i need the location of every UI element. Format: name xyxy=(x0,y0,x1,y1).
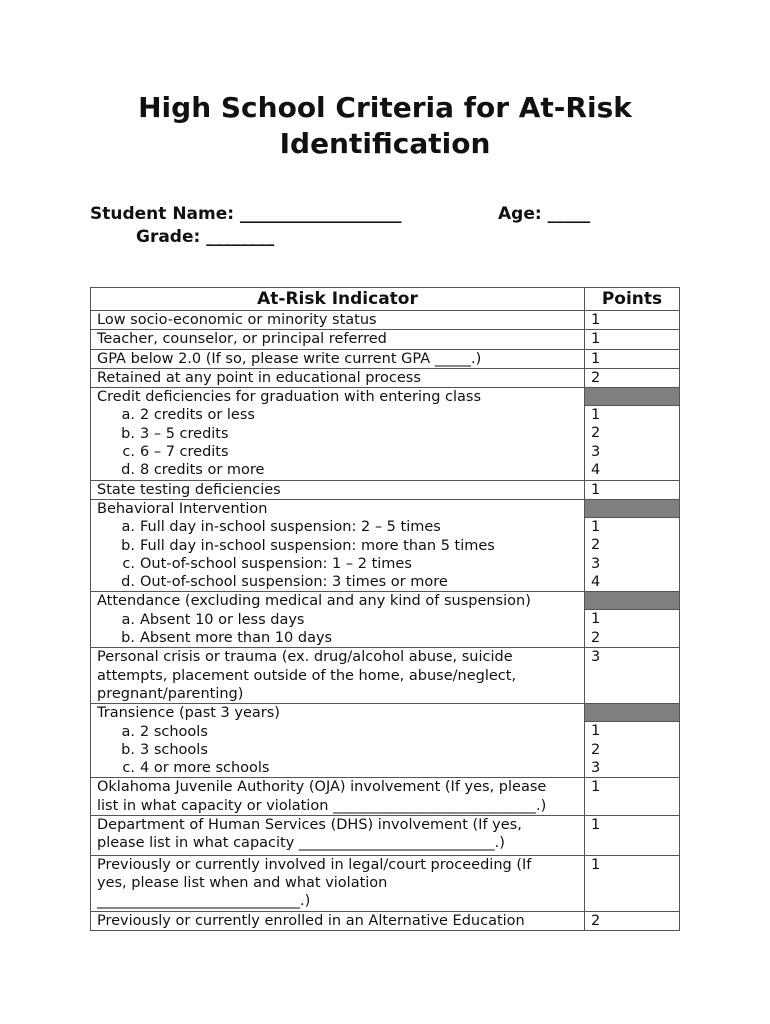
indicator-cell: Low socio-economic or minority status xyxy=(91,311,585,330)
indicator-cell: Teacher, counselor, or principal referred xyxy=(91,330,585,349)
grade-field[interactable]: Grade: ________ xyxy=(136,227,275,247)
table-row xyxy=(91,349,680,368)
indicator-cell: State testing deficiencies xyxy=(91,480,585,499)
list-item: b. Absent more than 10 days xyxy=(121,630,333,647)
table-row xyxy=(91,911,680,930)
list-item: d. 8 credits or more xyxy=(121,462,265,479)
at-risk-table xyxy=(90,287,680,931)
shaded-cell xyxy=(585,592,680,610)
indicator-cell: Previously or currently enrolled in an Alternative Education xyxy=(91,911,585,930)
indicator-cell: Personal crisis or trauma (ex. drug/alcohol abuse, suicide attempts, placement outside of the home, abuse/neglect, pregnant/parenting) xyxy=(91,648,585,704)
list-item: d. Out-of-school suspension: 3 times or more xyxy=(121,574,448,591)
list-item: b. Full day in-school suspension: more than 5 times xyxy=(121,537,495,554)
indicator-cell xyxy=(91,592,585,648)
table-row xyxy=(91,648,680,704)
list-item: b. 3 – 5 credits xyxy=(121,425,229,442)
indicator-cell: GPA below 2.0 (If so, please write current GPA _____.) xyxy=(91,349,585,368)
points-cell: 2 xyxy=(585,368,680,387)
list-item: c. Out-of-school suspension: 1 – 2 times xyxy=(122,555,412,572)
table-row xyxy=(91,388,680,406)
list-item: a. 2 credits or less xyxy=(121,407,255,424)
table-row xyxy=(91,816,680,856)
list-item: c. 4 or more schools xyxy=(122,760,270,777)
table-row xyxy=(91,704,680,722)
points-cell: 2 xyxy=(585,911,680,930)
table-row xyxy=(91,311,680,330)
shaded-cell xyxy=(585,499,680,517)
table-row xyxy=(91,480,680,499)
indicator-cell xyxy=(91,704,585,778)
list-item: a. 2 schools xyxy=(121,723,208,740)
table-row xyxy=(91,855,680,911)
points-cell: 1 xyxy=(585,311,680,330)
points-cell: 1 2 3 4 xyxy=(585,517,680,591)
indicator-cell: Retained at any point in educational process xyxy=(91,368,585,387)
table-row xyxy=(91,592,680,610)
indicator-heading: Behavioral Intervention xyxy=(97,500,268,517)
indicator-heading: Transience (past 3 years) xyxy=(97,705,280,722)
list-item: a. Full day in-school suspension: 2 – 5 times xyxy=(121,519,441,536)
points-cell: 1 2 3 4 xyxy=(585,406,680,480)
indicator-cell: Previously or currently involved in legal/court proceeding (If yes, please list when and what violation ____________________________.) xyxy=(91,855,585,911)
list-item: b. 3 schools xyxy=(121,741,208,758)
list-item: a. Absent 10 or less days xyxy=(121,611,305,628)
indicator-heading: Credit deficiencies for graduation with entering class xyxy=(97,389,482,406)
points-cell: 1 xyxy=(585,349,680,368)
header-points: Points xyxy=(585,288,680,311)
indicator-cell xyxy=(91,388,585,480)
table-row xyxy=(91,368,680,387)
points-cell: 1 2 3 xyxy=(585,722,680,778)
table-header-row xyxy=(91,288,680,311)
table-row xyxy=(91,330,680,349)
indicator-heading: Attendance (excluding medical and any kind of suspension) xyxy=(97,593,531,610)
title-line-1: High School Criteria for At-Risk xyxy=(138,91,632,124)
table-row xyxy=(91,778,680,816)
table-row xyxy=(91,499,680,517)
points-cell: 1 xyxy=(585,330,680,349)
points-cell: 3 xyxy=(585,648,680,704)
header-indicator: At-Risk Indicator xyxy=(91,288,585,311)
shaded-cell xyxy=(585,704,680,722)
indicator-cell xyxy=(91,499,585,591)
points-cell: 1 xyxy=(585,816,680,856)
points-cell: 1 xyxy=(585,480,680,499)
page-title xyxy=(100,90,670,162)
age-field[interactable]: Age: _____ xyxy=(498,204,591,224)
list-item: c. 6 – 7 credits xyxy=(122,444,229,461)
points-cell: 1 xyxy=(585,778,680,816)
points-cell: 1 xyxy=(585,855,680,911)
indicator-cell: Oklahoma Juvenile Authority (OJA) involvement (If yes, please list in what capacity or violation ____________________________.) xyxy=(91,778,585,816)
title-line-2: Identification xyxy=(279,127,491,160)
points-cell: 1 2 xyxy=(585,610,680,648)
student-name-field[interactable]: Student Name: ___________________ xyxy=(90,204,402,224)
shaded-cell xyxy=(585,388,680,406)
indicator-cell: Department of Human Services (DHS) involvement (If yes, please list in what capacity ___________________________.) xyxy=(91,816,585,856)
